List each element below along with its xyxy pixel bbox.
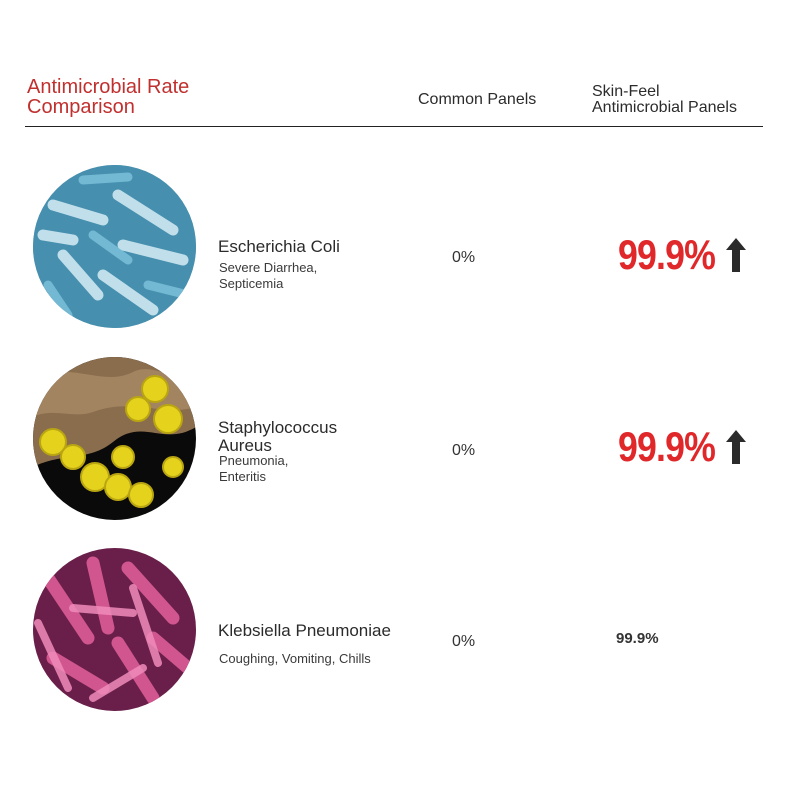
- common-panel-rate: 0%: [452, 633, 476, 650]
- staphylococcus-bacteria-image: [33, 357, 196, 520]
- klebsiella-bacteria-image: [33, 548, 196, 711]
- header-divider: [25, 126, 763, 127]
- common-panel-rate: 0%: [452, 249, 476, 266]
- common-panel-rate: 0%: [452, 442, 476, 459]
- column-header-skin-feel-panels: Skin-Feel Antimicrobial Panels: [592, 83, 737, 116]
- bacteria-symptoms: Severe Diarrhea, Septicemia: [219, 260, 318, 291]
- bacteria-name: Staphylococcus Aureus: [218, 418, 338, 455]
- comparison-row-e-coli: [0, 160, 790, 330]
- bacteria-name: Klebsiella Pneumoniae: [218, 621, 391, 640]
- skin-feel-panel-rate: 99.9%: [616, 630, 659, 647]
- e-coli-bacteria-image: [33, 165, 196, 328]
- page-title: Antimicrobial Rate Comparison: [27, 76, 190, 118]
- arrow-up-icon: [726, 430, 746, 464]
- skin-feel-panel-rate: 99.9%: [618, 231, 715, 278]
- comparison-row-klebsiella: [0, 545, 790, 715]
- bacteria-symptoms: Coughing, Vomiting, Chills: [219, 651, 371, 666]
- bacteria-name: Escherichia Coli: [218, 237, 340, 256]
- column-header-common-panels: Common Panels: [418, 91, 537, 108]
- skin-feel-panel-rate: 99.9%: [618, 423, 715, 470]
- bacteria-symptoms: Pneumonia, Enteritis: [219, 453, 289, 484]
- comparison-row-staphylococcus: [0, 352, 790, 522]
- arrow-up-icon: [726, 238, 746, 272]
